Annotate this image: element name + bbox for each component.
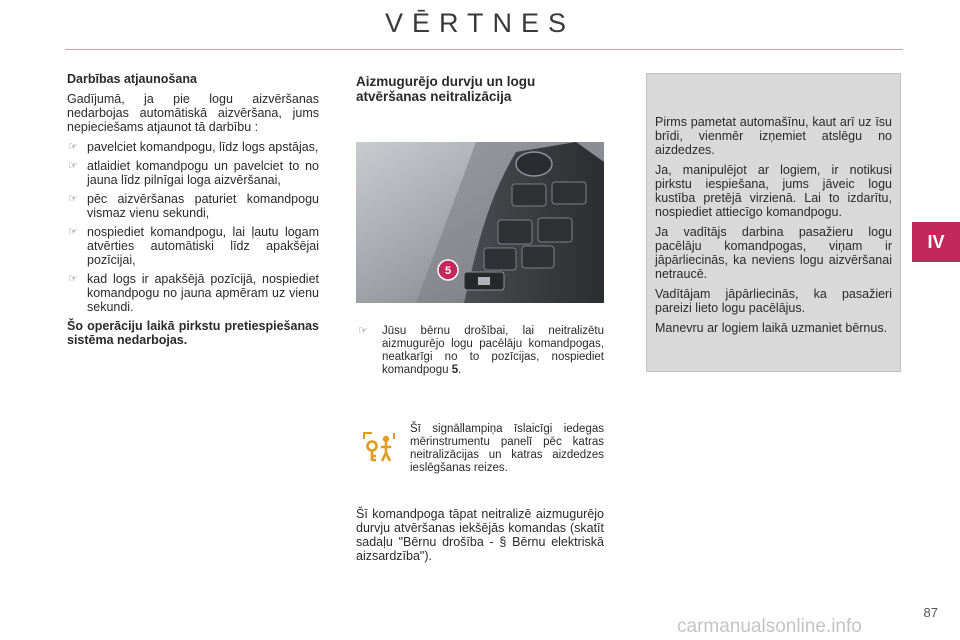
chapter-tab[interactable]: IV — [912, 222, 960, 262]
bullet-ref: 5 — [451, 364, 459, 376]
bottom-paragraph: Šī komandpoga tāpat neitralizē aizmugurējo durvju atvēršanas iekšējās komandas (skatīt sadaļu "Bērnu drošība - § Bērnu elektriskā aizsardzība"). — [356, 507, 604, 563]
door-panel-photo — [356, 142, 604, 303]
info-paragraph: Vadītājam jāpārliecinās, ka pasažieri pareizi lieto logu pacēlājus. — [655, 287, 892, 315]
info-paragraph: Ja, manipulējot ar logiem, ir notikusi pirkstu iespiešana, jums jāveic logu kustība pretējā virzienā. Lai to izdarītu, nospiediet attiecīgo komandpogu. — [655, 163, 892, 219]
arrow-bullet-icon: ☞ — [68, 160, 78, 172]
list-item: ☞ pēc aizvēršanas paturiet komandpogu vismaz vienu sekundi, — [68, 192, 319, 220]
warning-text: Šo operāciju laikā pirkstu pretiespiešanas sistēma nedarbojas. — [67, 319, 319, 347]
page-title: VĒRTNES — [384, 8, 576, 38]
section-title — [356, 74, 604, 104]
section-title-line1: Aizmugurējo durvju un logu — [356, 74, 536, 89]
info-paragraph: Manevru ar logiem laikā uzmaniet bērnus. — [655, 321, 888, 335]
page-number: 87 — [923, 605, 938, 620]
info-box — [646, 73, 901, 372]
list-item: ☞ kad logs ir apakšējā pozīcijā, nospiediet komandpogu no jauna apmēram uz vienu sekundi. — [68, 272, 319, 314]
list-item: ☞ Jūsu bērnu drošībai, lai neitralizētu aizmugurējo logu pacēlāju komandpogas, neatkarīgi no to pozīcijas, nospiediet komandpogu 5. — [358, 325, 604, 376]
info-paragraph: Ja vadītājs darbina pasažieru logu pacēlāju komandpogas, viņam ir jāpārliecinās, ka neviens logu aizvēršanai netraucē. — [655, 225, 892, 281]
lamp-description: Šī signāllampiņa īslaicīgi iedegas mērinstrumentu panelī pēc katras neitralizācijas un katras aizdedzes ieslēgšanas reizes. — [410, 423, 604, 474]
arrow-bullet-icon: ☞ — [358, 325, 368, 337]
steps-list — [67, 140, 319, 314]
arrow-bullet-icon: ☞ — [68, 193, 78, 205]
left-column — [67, 72, 319, 353]
list-item: ☞ atlaidiet komandpogu un pavelciet to no jauna līdz pilnīgai loga aizvēršanai, — [68, 159, 319, 187]
intro-paragraph: Gadījumā, ja pie logu aizvēršanas nedarbojas automātiskā aizvēršana, jums nepieciešams atjaunot tā darbību : — [67, 92, 319, 134]
title-divider — [65, 49, 903, 50]
section-heading: Darbības atjaunošana — [67, 72, 197, 86]
list-item: ☞ nospiediet komandpogu, lai ļautu logam atvērties automātiski līdz apakšējai pozīcijai, — [68, 225, 319, 267]
list-item: ☞ pavelciet komandpogu, līdz logs apstājas, — [68, 140, 319, 154]
arrow-bullet-icon: ☞ — [68, 226, 78, 238]
info-paragraph: Pirms pametat automašīnu, kaut arī uz īsu brīdi, vienmēr izņemiet atslēgu no aizdedzes. — [655, 115, 892, 157]
child-lock-warning-icon — [360, 427, 398, 465]
photo-callout: 5 — [444, 265, 452, 277]
arrow-bullet-icon: ☞ — [68, 141, 78, 153]
watermark: carmanualsonline.info — [677, 616, 862, 637]
window-switch-illustration — [356, 142, 604, 303]
bullet-text: Jūsu bērnu drošībai, lai neitralizētu aizmugurējo logu pacēlāju komandpogas, neatkarīgi no to pozīcijas, nospiediet komandpogu — [382, 325, 604, 376]
arrow-bullet-icon: ☞ — [68, 273, 78, 285]
section-title-line2: atvēršanas neitralizācija — [356, 89, 512, 104]
